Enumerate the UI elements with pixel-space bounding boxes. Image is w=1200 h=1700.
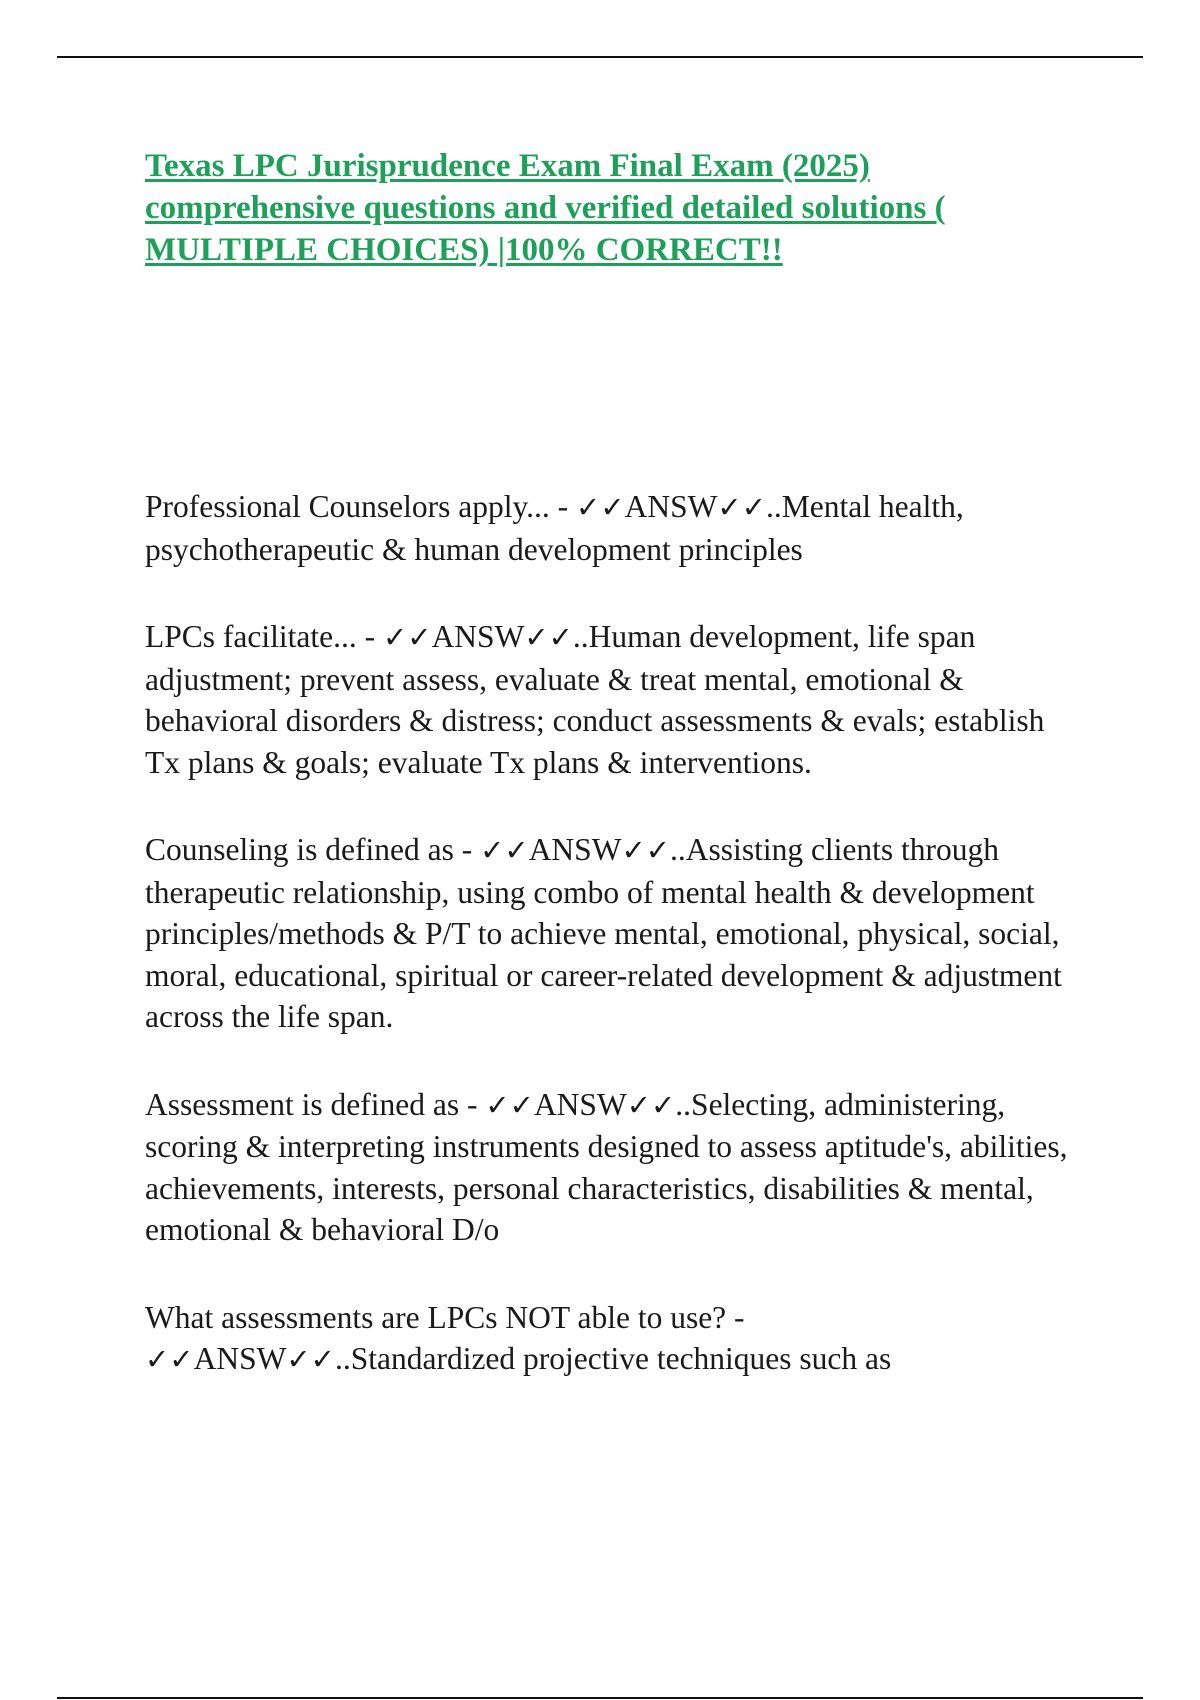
check-mark-icon: ✓✓ [382,620,432,654]
question-text: LPCs facilitate... - [145,619,383,654]
document-title[interactable]: Texas LPC Jurisprudence Exam Final Exam (2025) comprehensive questions and verified detailed solutions ( MULTIPLE CHOICES) |100% CORRECT!! [145,148,946,268]
qa-item [145,829,1075,1038]
check-mark-icon: ✓✓ [145,1342,194,1376]
answer-label: ANSW [624,489,718,524]
qa-list [145,486,1075,1381]
check-mark-icon: ✓✓ [576,490,625,524]
answer-text: ..Human development, life span adjustment; prevent assess, evaluate & treat mental, emotional & behavioral disorders & distress; conduct assessments & evals; establish Tx plans & goals; evaluate Tx plans & interventions. [145,619,1045,780]
answer-text: ..Standardized projective techniques such as [334,1341,892,1376]
answer-label: ANSW [533,1086,627,1122]
answer-label: ANSW [431,619,525,654]
answer-text: ..Mental health, psychotherapeutic & human development principles [145,489,964,567]
top-rule [57,56,1143,58]
qa-item [145,1084,1075,1251]
check-mark-icon: ✓✓ [286,1342,335,1376]
check-mark-icon: ✓✓ [621,833,671,867]
question-text: Assessment is defined as - [145,1086,486,1122]
answer-label: ANSW [528,832,622,867]
qa-item [145,1297,1075,1381]
check-mark-icon: ✓✓ [480,833,529,867]
question-text: Counseling is defined as - [145,832,481,867]
question-text: Professional Counselors apply... - [145,489,577,524]
qa-item [145,486,1075,570]
check-mark-icon: ✓✓ [524,620,573,654]
question-text: What assessments are LPCs NOT able to use? - [145,1299,745,1335]
answer-text: ..Selecting, administering, scoring & interpreting instruments designed to assess aptitude's, abilities, achievements, interests, personal characteristics, disabilities & mental, emotional & behavioral D/o [145,1086,1068,1247]
qa-item [145,616,1075,783]
answer-text: ..Assisting clients through therapeutic relationship, using combo of mental health & development principles/methods & P/T to achieve mental, emotional, physical, social, moral, educational, spiritual or career-related development & adjustment across the life span. [145,832,1062,1034]
check-mark-icon: ✓✓ [626,1087,676,1122]
check-mark-icon: ✓✓ [717,490,767,524]
document-body [145,145,1075,1427]
bottom-rule [57,1697,1143,1699]
check-mark-icon: ✓✓ [485,1087,534,1122]
answer-label: ANSW [193,1341,287,1376]
